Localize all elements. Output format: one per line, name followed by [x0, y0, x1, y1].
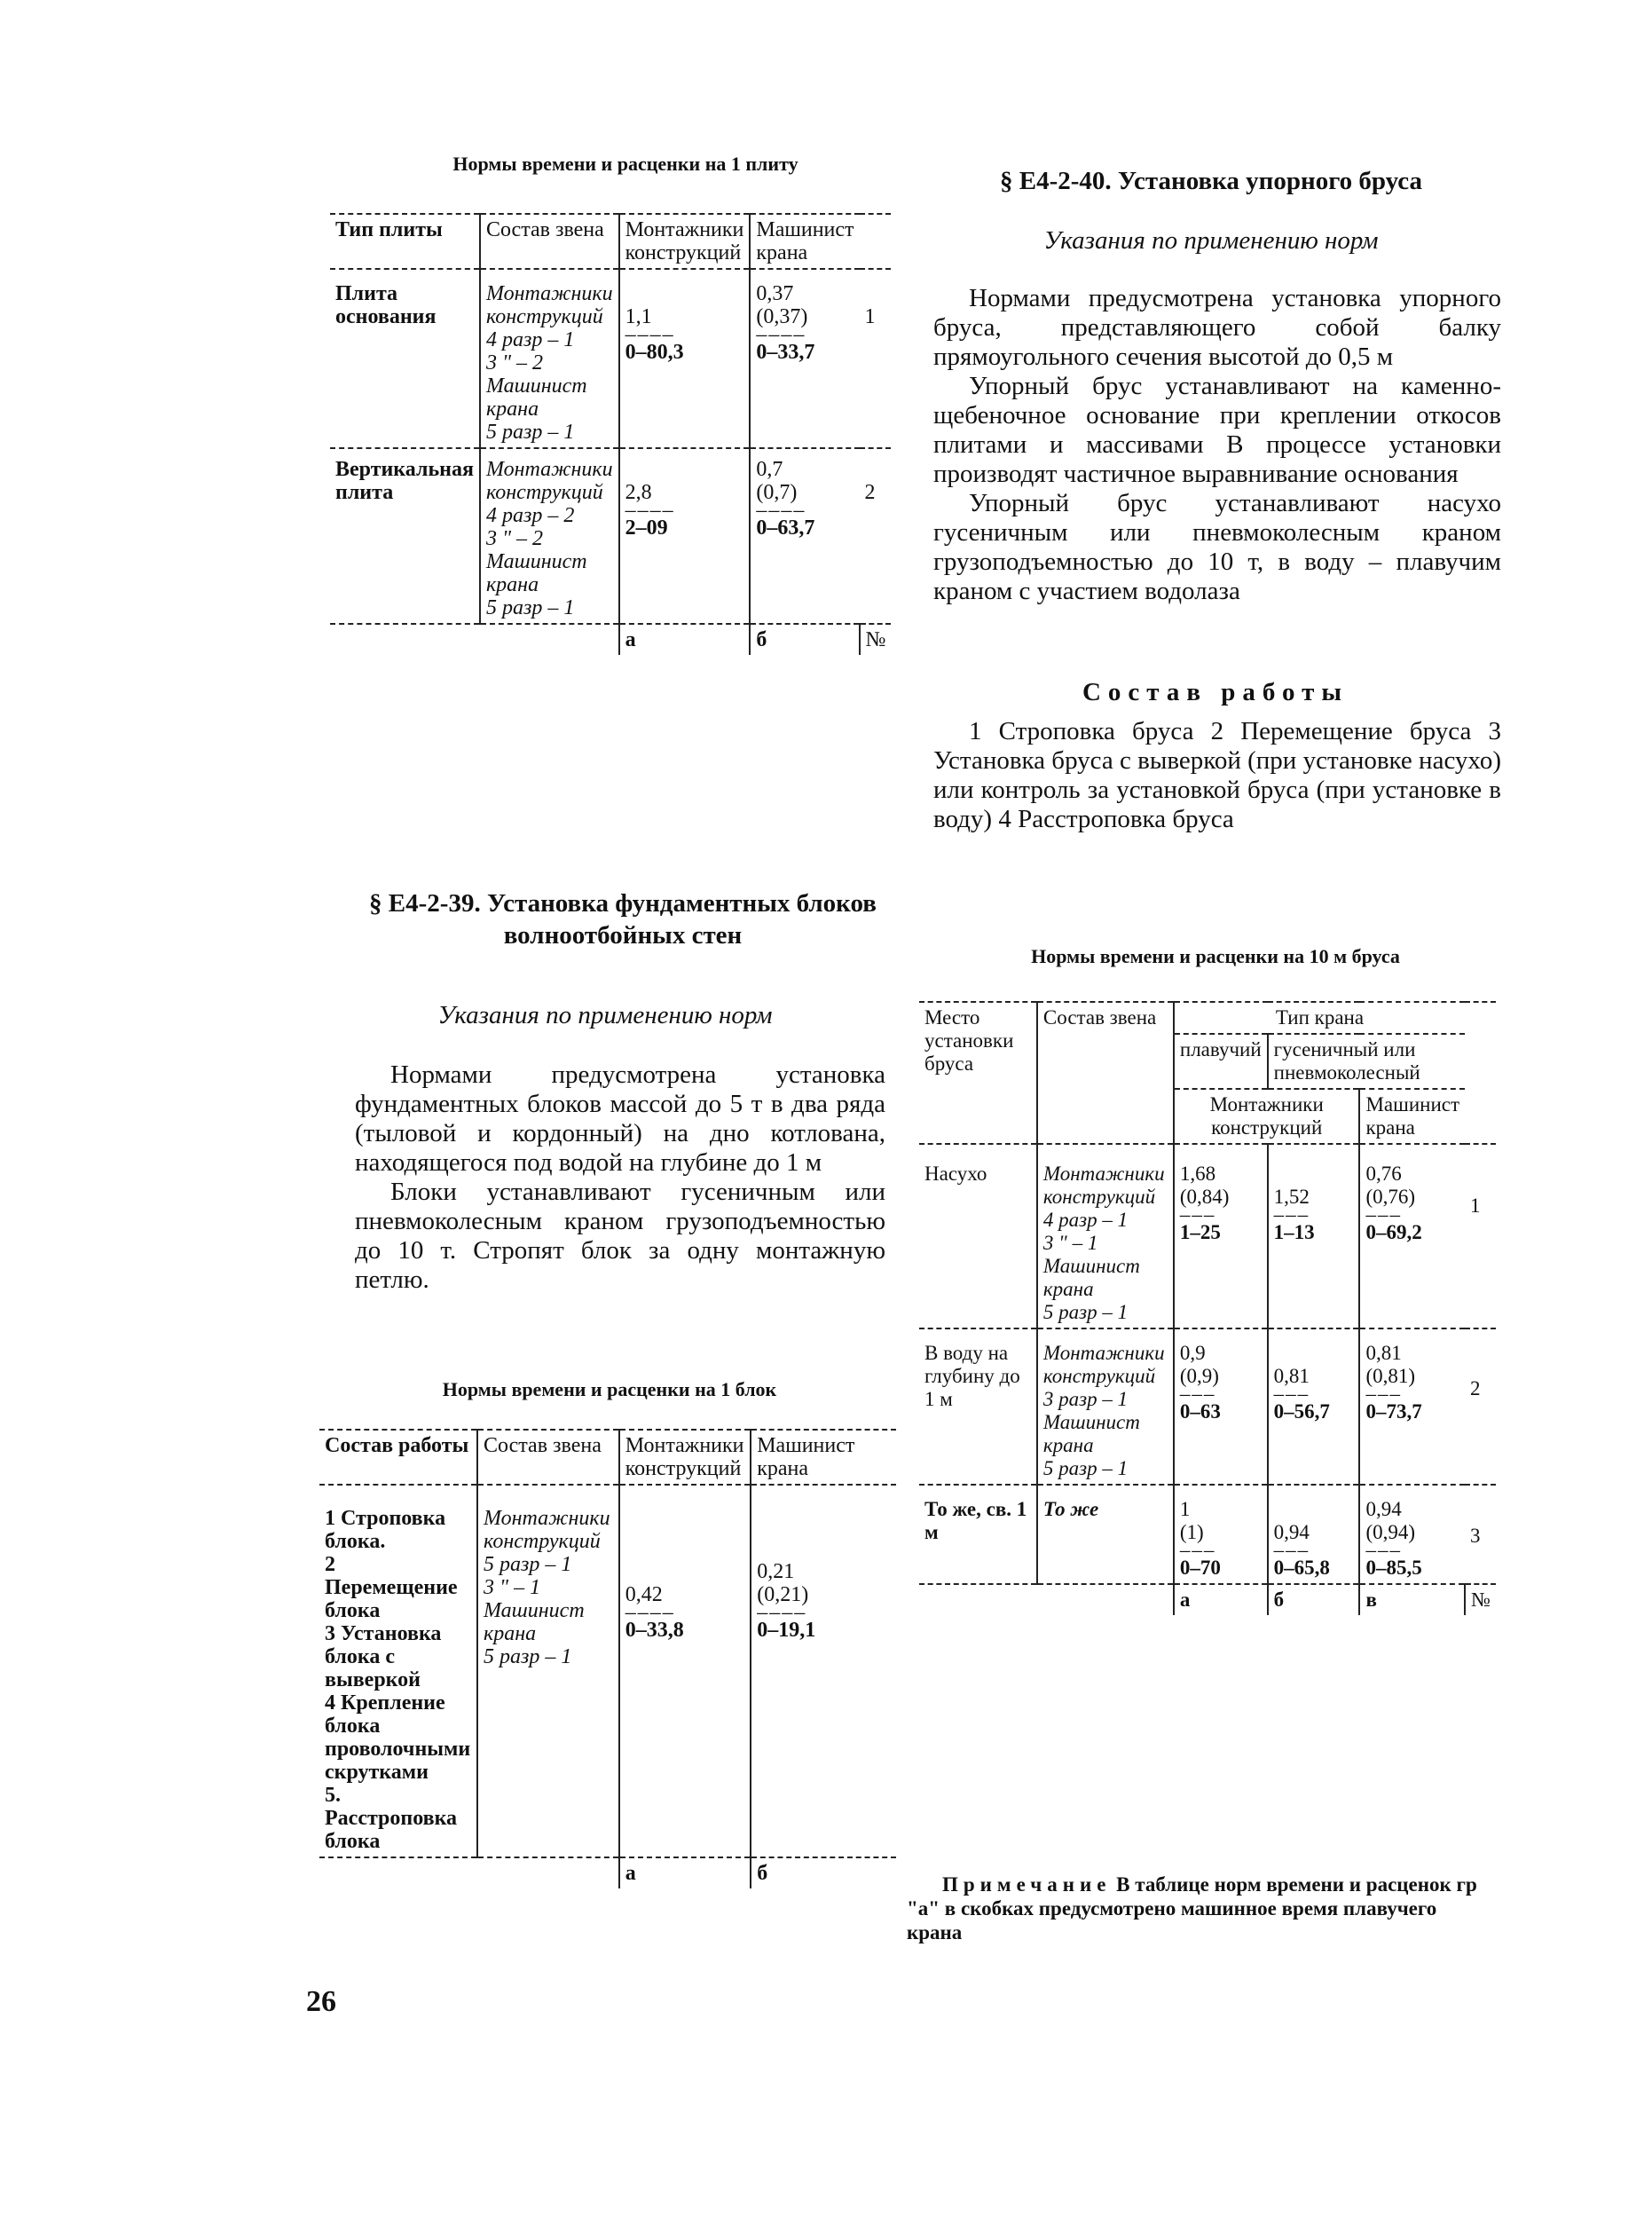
note-text: В таблице норм времени и расценок гр "а" в скобках предусмотрено машинное время плавучего крана	[907, 1873, 1477, 1943]
value: (1)	[1179, 1521, 1204, 1543]
paragraph: Упорный брус устанавливают на каменно-щебеночное основание при креплении откосов плитами и массивами В процессе установки производят частичное выравнивание основания	[933, 372, 1501, 488]
crew-line: Монтажники конструкций	[485, 458, 613, 504]
value: 0–63	[1179, 1400, 1221, 1423]
value: 0,81	[1273, 1365, 1310, 1387]
t1-r1-a	[619, 269, 751, 448]
table-row	[919, 1485, 1496, 1584]
table-row	[330, 448, 891, 624]
value: 0–33,8	[625, 1619, 684, 1642]
section-40-title: § Е4-2-40. Установка упорного бруса	[999, 167, 1423, 195]
t1-h-a: Монтажники конструкций	[619, 214, 751, 269]
work-step: 4 Крепление блока проволочными скрутками	[325, 1691, 471, 1784]
value: (0,7)	[756, 481, 798, 504]
t1-h-crew: Состав звена	[480, 214, 619, 269]
value: (0,81)	[1365, 1365, 1416, 1387]
t1-r2-a	[619, 448, 751, 624]
fraction-line: –––	[1273, 1383, 1310, 1405]
value: 0–33,7	[756, 341, 815, 364]
table2-caption: Нормы времени и расценки на 1 блок	[442, 1378, 777, 1400]
section-40-guide: Указания по применению норм	[1043, 226, 1379, 255]
t3-h-crew: Состав звена	[1037, 1002, 1174, 1144]
section-39-guide: Указания по применению норм	[437, 1001, 773, 1029]
col-label-b: б	[1268, 1584, 1360, 1615]
work-composition-text	[933, 717, 1501, 834]
t2-crew	[477, 1485, 619, 1857]
t3-r3-a	[1174, 1485, 1268, 1584]
t3-r1-c	[1359, 1144, 1465, 1328]
t3-r1-place: Насухо	[924, 1163, 987, 1185]
value: (0,9)	[1179, 1365, 1219, 1387]
t3-h-mont: Монтажники конструкций	[1174, 1089, 1360, 1144]
table1-caption: Нормы времени и расценки на 1 плиту	[452, 153, 798, 175]
fraction-line: –––	[1365, 1383, 1402, 1405]
t3-r1-a	[1174, 1144, 1268, 1328]
t3-r2-c	[1359, 1328, 1465, 1485]
value: 0,37	[756, 282, 794, 305]
crew-line: Монтажники конструкций	[484, 1507, 610, 1553]
value: 0,7	[756, 458, 783, 481]
fraction-line: –––	[1365, 1539, 1402, 1561]
work-composition-title: Состав работы	[1082, 678, 1349, 706]
t3-r2-a	[1174, 1328, 1268, 1485]
t1-r1-b	[750, 269, 859, 448]
value: 0–70	[1179, 1557, 1221, 1579]
crew-line: Монтажники конструкций	[1042, 1342, 1165, 1387]
note	[907, 1872, 1483, 1944]
paragraph: Упорный брус устанавливают насухо гусеничным или пневмоколесным краном грузоподъемностью до 10 т, в воду – плавучим краном с участием водолаза	[933, 489, 1501, 605]
paragraph: Блоки устанавливают гусеничным или пневмоколесным краном грузоподъемностью до 10 т. Стропят блок за одну монтажную петлю.	[355, 1178, 885, 1294]
title-line: § Е4-2-39. Установка фундаментных блоков	[369, 889, 877, 918]
crew-line: 3 разр – 1	[1042, 1388, 1129, 1410]
value: (0,76)	[1365, 1186, 1416, 1208]
value: 0,76	[1365, 1163, 1402, 1185]
crew-line: Монтажники конструкций	[1042, 1163, 1165, 1208]
row-number: 3	[1470, 1525, 1481, 1547]
table1	[330, 213, 891, 655]
value: 1,52	[1273, 1186, 1310, 1208]
crew-line: 3 " – 1	[484, 1576, 541, 1599]
value: (0,37)	[756, 305, 808, 328]
crew-line: Машинист крана	[1042, 1411, 1140, 1456]
value: 0–63,7	[756, 516, 815, 540]
t3-h-crane: Тип крана	[1174, 1002, 1465, 1034]
crew-line: 3 " – 2	[485, 351, 544, 374]
value: 0–56,7	[1273, 1400, 1330, 1423]
t3-r3-b	[1268, 1485, 1360, 1584]
crew-line: 5 разр – 1	[485, 596, 575, 619]
crew-line: Монтажники конструкций	[485, 282, 613, 328]
row-number: 2	[1470, 1377, 1481, 1399]
crew-line: 5 разр – 1	[1042, 1457, 1129, 1479]
crew-line: 5 разр – 1	[1042, 1301, 1129, 1323]
section-39-title	[330, 887, 916, 951]
crew-line: 3 " – 2	[485, 527, 544, 550]
crew-line: 4 разр – 1	[485, 328, 575, 351]
value: 1–25	[1179, 1221, 1221, 1243]
t3-r3-place: То же, св. 1 м	[924, 1498, 1027, 1543]
page-number: 26	[306, 1985, 336, 2018]
col-label-no: №	[860, 624, 892, 655]
t3-r2-crew	[1037, 1328, 1174, 1485]
t2-h-a: Монтажники конструкций	[619, 1430, 751, 1485]
value: 0,94	[1365, 1498, 1402, 1520]
value: 0–85,5	[1365, 1557, 1422, 1579]
crew-line: То же	[1042, 1498, 1099, 1520]
fraction-line: –––	[1365, 1203, 1402, 1226]
crew-line: 3 " – 1	[1042, 1232, 1098, 1254]
value: 0,81	[1365, 1342, 1402, 1364]
col-label-a: а	[619, 1857, 751, 1888]
row-number: 2	[864, 481, 876, 504]
t2-b	[751, 1485, 896, 1857]
crew-line: Машинист крана	[484, 1599, 585, 1645]
crew-line: Машинист крана	[485, 550, 587, 596]
value: 1,1	[625, 305, 652, 328]
t3-r1-b	[1268, 1144, 1360, 1328]
fraction-line: ––––	[757, 1601, 807, 1624]
t3-r3-c	[1359, 1485, 1465, 1584]
t2-h-b: Машинист крана	[751, 1430, 896, 1485]
table-row	[319, 1485, 896, 1857]
crew-line: 4 разр – 1	[1042, 1209, 1129, 1231]
fraction-line: –––	[1273, 1203, 1310, 1226]
section-40-text	[933, 284, 1501, 606]
value: 0–65,8	[1273, 1557, 1330, 1579]
crew-line: Машинист крана	[1042, 1255, 1140, 1300]
t2-a	[619, 1485, 751, 1857]
value: (0,94)	[1365, 1521, 1416, 1543]
fraction-line: ––––	[625, 323, 675, 346]
value: (0,21)	[757, 1583, 809, 1606]
col-label-b: б	[750, 624, 859, 655]
t3-h-place: Место установки бруса	[919, 1002, 1037, 1144]
paragraph: Нормами предусмотрена установка упорного бруса, представляющего собой балку прямоугольного сечения высотой до 0,5 м	[933, 284, 1501, 371]
fraction-line: –––	[1179, 1383, 1216, 1405]
paragraph: Нормами предусмотрена установка фундаментных блоков массой до 5 т в два ряда (тыловой и кордонный) на дно котлована, находящегося под водой на глубине до 1 м	[355, 1060, 885, 1177]
t3-r1-crew	[1037, 1144, 1174, 1328]
paragraph: 1 Строповка бруса 2 Перемещение бруса 3 Установка бруса с выверкой (при установке насухо) или контроль за установкой бруса (при установке в воду) 4 Расстроповка бруса	[933, 717, 1501, 833]
value: 0–73,7	[1365, 1400, 1422, 1423]
t1-r2-type: Вертикальная плита	[335, 458, 474, 504]
t3-h-mash: Машинист крана	[1359, 1089, 1465, 1144]
title-line: волноотбойных стен	[503, 921, 743, 950]
t3-h-track: гусеничный или пневмоколесный	[1268, 1034, 1465, 1089]
value: 0,94	[1273, 1521, 1310, 1543]
value: 0,21	[757, 1560, 795, 1583]
table-row	[919, 1144, 1496, 1328]
table-row	[330, 269, 891, 448]
value: 0,9	[1179, 1342, 1206, 1364]
col-label-a: а	[1174, 1584, 1268, 1615]
value: 0,42	[625, 1583, 663, 1606]
t1-r1-type: Плита основания	[335, 282, 437, 328]
t1-h-type: Тип плиты	[335, 218, 443, 241]
table3	[919, 1001, 1496, 1615]
fraction-line: –––	[1179, 1203, 1216, 1226]
work-step: 5. Расстроповка блока	[325, 1784, 458, 1853]
value: (0,84)	[1179, 1186, 1230, 1208]
fraction-line: –––	[1179, 1539, 1216, 1561]
t3-r2-place: В воду на глубину до 1 м	[924, 1342, 1020, 1410]
crew-line: 5 разр – 1	[484, 1645, 572, 1668]
t2-h-crew: Состав звена	[477, 1430, 619, 1485]
col-label-b: б	[751, 1857, 896, 1888]
work-step: 3 Установка блока с выверкой	[325, 1622, 442, 1691]
t1-h-b: Машинист крана	[750, 214, 859, 269]
fraction-line: ––––	[625, 1601, 675, 1624]
value: 2–09	[625, 516, 668, 540]
crew-line: Машинист крана	[485, 374, 587, 421]
value: 0–69,2	[1365, 1221, 1422, 1243]
col-label-a: а	[619, 624, 751, 655]
col-label-no: №	[1465, 1584, 1496, 1615]
work-step: 1 Строповка блока.	[325, 1507, 446, 1553]
t1-r2-crew	[480, 448, 619, 624]
t3-h-float: плавучий	[1174, 1034, 1268, 1089]
fraction-line: ––––	[756, 499, 806, 522]
crew-line: 5 разр – 1	[485, 421, 575, 444]
t1-r1-crew	[480, 269, 619, 448]
t1-r2-b	[750, 448, 859, 624]
fraction-line: ––––	[625, 499, 675, 522]
crew-line: 5 разр – 1	[484, 1553, 572, 1576]
row-number: 1	[864, 305, 876, 328]
value: 1–13	[1273, 1221, 1315, 1243]
t3-r3-crew	[1037, 1485, 1174, 1584]
t3-r2-b	[1268, 1328, 1360, 1485]
table-row	[919, 1328, 1496, 1485]
note-label: Примечание	[942, 1873, 1112, 1896]
work-step: 2 Перемещение блока	[325, 1553, 458, 1622]
row-number: 1	[1470, 1194, 1481, 1217]
section-39-text	[355, 1060, 885, 1295]
t2-h-work: Состав работы	[325, 1434, 469, 1457]
value: 1	[1179, 1498, 1191, 1520]
crew-line: 4 разр – 2	[485, 504, 575, 527]
value: 1,68	[1179, 1163, 1216, 1185]
fraction-line: –––	[1273, 1539, 1310, 1561]
value: 0–80,3	[625, 341, 684, 364]
t2-work	[319, 1485, 477, 1857]
value: 2,8	[625, 481, 652, 504]
table2	[319, 1429, 896, 1888]
col-label-c: в	[1359, 1584, 1465, 1615]
value: 0–19,1	[757, 1619, 816, 1642]
fraction-line: ––––	[756, 323, 806, 346]
table3-caption: Нормы времени и расценки на 10 м бруса	[1031, 945, 1400, 967]
